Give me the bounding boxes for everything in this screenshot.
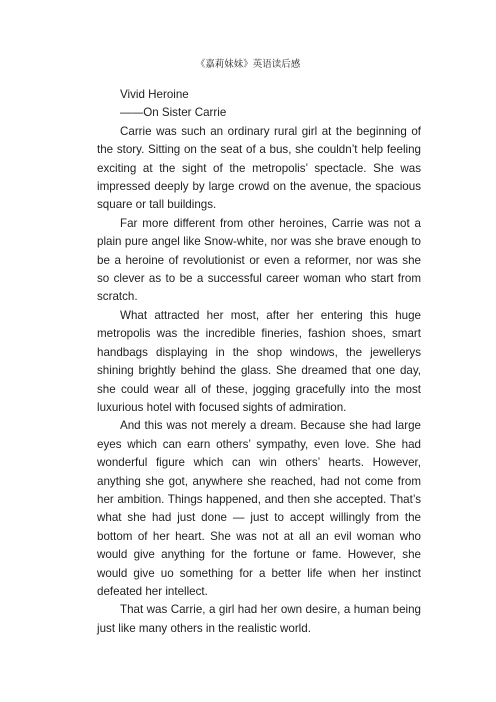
document-body: [97, 86, 421, 638]
paragraph-1: Carrie was such an ordinary rural girl at the beginning of the story. Sitting on the seat of a bus, she couldn’t help feeling exciting at the sight of the metropolis’ spectacle. She was impressed deeply by large crowd on the avenue, the spacious square or tall buildings.: [97, 124, 421, 212]
essay-subtitle: ——On Sister Carrie: [120, 106, 227, 120]
page-header: 《嘉莉妹妹》英语读后感: [195, 59, 301, 70]
paragraph-4: And this was not merely a dream. Because she had large eyes which can earn others’ sympathy, even love. She had wonderful figure which can win others’ hearts. However, anything she got, anywhere she reached, had not come from her ambition. Things happened, and then she accepted. That’s what she had just done — just to accept willingly from the bottom of her heart. She was not at all an evil woman who would give anything for the fortune or fame. However, she would give uo something for a better life when her instinct defeated her intellect.: [97, 419, 421, 598]
essay-title: Vivid Heroine: [120, 88, 189, 101]
paragraph-2: Far more different from other heroines, Carrie was not a plain pure angel like Snow-white, nor was she brave enough to be a heroine of revolutionist or even a reformer, nor was she so clever as to be a successful career woman who start from scratch.: [97, 216, 421, 304]
paragraph-5: That was Carrie, a girl had her own desire, a human being just like many others in the realistic world.: [97, 603, 421, 635]
paragraph-3: What attracted her most, after her entering this huge metropolis was the incredible fineries, fashion shoes, smart handbags displaying in the shop windows, the jewellerys shining brightly behind the glass. She dreamed that one day, she could wear all of these, jogging gracefully into the most luxurious hotel with focused sights of admiration.: [97, 308, 421, 414]
